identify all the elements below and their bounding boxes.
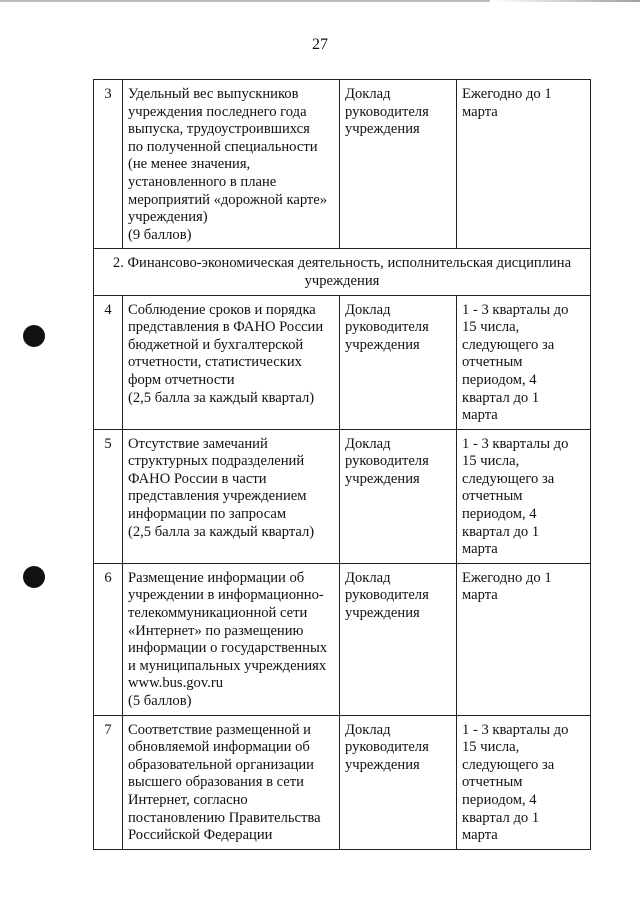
document-cell	[340, 429, 457, 563]
row-number: 6	[94, 563, 123, 715]
deadline-line: квартал до 1	[462, 523, 540, 540]
document-line: учреждения	[345, 470, 420, 487]
deadline-line: 1 - 3 кварталы до	[462, 435, 569, 452]
indicator-line: Интернет, согласно	[128, 791, 248, 808]
indicator-cell	[123, 715, 340, 849]
document-line: учреждения	[345, 605, 420, 622]
indicator-line: «Интернет» по размещению	[128, 622, 304, 639]
row-number: 3	[94, 80, 123, 249]
deadline-line: 1 - 3 кварталы до	[462, 721, 569, 738]
indicator-line: (не менее значения,	[128, 156, 251, 173]
indicator-line: отчетности, статистических	[128, 354, 302, 371]
indicator-line: (5 баллов)	[128, 693, 192, 709]
indicator-line: представления в ФАНО России	[128, 319, 324, 336]
deadline-line: следующего за	[462, 470, 555, 487]
document-line: руководителя	[345, 319, 429, 336]
indicator-cell	[123, 295, 340, 429]
deadline-cell	[457, 429, 591, 563]
table-row	[94, 563, 591, 715]
row-number: 5	[94, 429, 123, 563]
indicator-line: www.bus.gov.ru	[128, 675, 223, 692]
deadline-line: марта	[462, 587, 498, 604]
section-heading-line: учреждения	[304, 272, 380, 289]
deadline-line: периодом, 4	[462, 506, 537, 523]
deadline-line: отчетным	[462, 488, 523, 505]
indicator-line: телекоммуникационной сети	[128, 605, 308, 622]
indicator-line: по полученной специальности	[128, 138, 318, 155]
criteria-table	[93, 79, 591, 850]
deadline-cell	[457, 295, 591, 429]
indicator-cell	[123, 429, 340, 563]
indicator-line: учреждении в информационно-	[128, 587, 324, 604]
indicator-line: Соблюдение сроков и порядка	[128, 301, 316, 318]
deadline-line: Ежегодно до 1	[462, 86, 552, 102]
table-row	[94, 80, 591, 249]
deadline-line: 1 - 3 кварталы до	[462, 301, 569, 318]
document-cell	[340, 295, 457, 429]
document-line: руководителя	[345, 103, 429, 120]
deadline-cell	[457, 563, 591, 715]
deadline-line: следующего за	[462, 756, 555, 773]
indicator-line: ФАНО России в части	[128, 470, 267, 487]
indicator-line: (9 баллов)	[128, 226, 192, 243]
deadline-line: 15 числа,	[462, 453, 520, 470]
deadline-line: марта	[462, 103, 498, 120]
indicator-line: форм отчетности	[128, 371, 235, 388]
table-row	[94, 429, 591, 563]
row-number: 7	[94, 715, 123, 849]
section-heading	[94, 249, 591, 295]
indicator-line: Российской Федерации	[128, 827, 273, 844]
document-line: руководителя	[345, 739, 429, 756]
indicator-line: учреждения)	[128, 209, 208, 226]
deadline-line: Ежегодно до 1	[462, 569, 552, 586]
page-number: 27	[312, 36, 328, 53]
document-cell	[340, 80, 457, 249]
indicator-line: информации о государственных	[128, 640, 328, 657]
document-cell	[340, 563, 457, 715]
document-line: учреждения	[345, 121, 420, 138]
punch-hole-mark	[23, 566, 45, 588]
row-number: 4	[94, 295, 123, 429]
indicator-line: образовательной организации	[128, 756, 314, 773]
deadline-line: 15 числа,	[462, 739, 520, 756]
indicator-line: постановлению Правительства	[128, 809, 321, 826]
deadline-cell	[457, 80, 591, 249]
document-line: руководителя	[345, 453, 429, 470]
deadline-line: отчетным	[462, 774, 523, 791]
section-row	[94, 249, 591, 295]
indicator-cell	[123, 80, 340, 249]
scan-top-edge	[0, 0, 640, 2]
indicator-line: (2,5 балла за каждый квартал)	[128, 523, 315, 540]
document-line: Доклад	[345, 86, 391, 102]
indicator-line: мероприятий «дорожной карте»	[128, 191, 328, 208]
indicator-line: Удельный вес выпускников	[128, 86, 299, 102]
indicator-line: установленного в плане	[128, 173, 277, 190]
document-line: руководителя	[345, 587, 429, 604]
document-cell	[340, 715, 457, 849]
indicator-line: учреждения последнего года	[128, 103, 307, 120]
table-row	[94, 295, 591, 429]
deadline-line: периодом, 4	[462, 371, 537, 388]
deadline-line: марта	[462, 407, 498, 424]
indicator-line: Соответствие размещенной и	[128, 721, 311, 738]
deadline-line: квартал до 1	[462, 389, 540, 406]
punch-hole-mark	[23, 325, 45, 347]
indicator-line: и муниципальных учреждениях	[128, 657, 327, 674]
indicator-line: высшего образования в сети	[128, 774, 304, 791]
indicator-cell	[123, 563, 340, 715]
deadline-line: марта	[462, 541, 498, 558]
deadline-cell	[457, 715, 591, 849]
deadline-line: квартал до 1	[462, 809, 540, 826]
deadline-line: марта	[462, 827, 498, 844]
document-line: учреждения	[345, 756, 420, 773]
indicator-line: обновляемой информации об	[128, 739, 310, 756]
indicator-line: информации по запросам	[128, 506, 287, 523]
indicator-line: структурных подразделений	[128, 453, 305, 470]
deadline-line: 15 числа,	[462, 319, 520, 336]
indicator-line: Размещение информации об	[128, 569, 305, 586]
deadline-line: отчетным	[462, 354, 523, 371]
document-line: Доклад	[345, 721, 391, 738]
section-heading-line: 2. Финансово-экономическая деятельность, исполнительская дисциплина	[112, 255, 572, 272]
document-line: Доклад	[345, 301, 391, 318]
deadline-line: следующего за	[462, 336, 555, 353]
indicator-line: представления учреждением	[128, 488, 307, 505]
document-line: Доклад	[345, 435, 391, 452]
deadline-line: периодом, 4	[462, 791, 537, 808]
indicator-line: выпуска, трудоустроившихся	[128, 121, 310, 138]
indicator-line: (2,5 балла за каждый квартал)	[128, 389, 315, 406]
indicator-line: Отсутствие замечаний	[128, 435, 268, 452]
indicator-line: бюджетной и бухгалтерской	[128, 336, 304, 353]
document-line: учреждения	[345, 336, 420, 353]
document-line: Доклад	[345, 569, 391, 586]
table-row	[94, 715, 591, 849]
